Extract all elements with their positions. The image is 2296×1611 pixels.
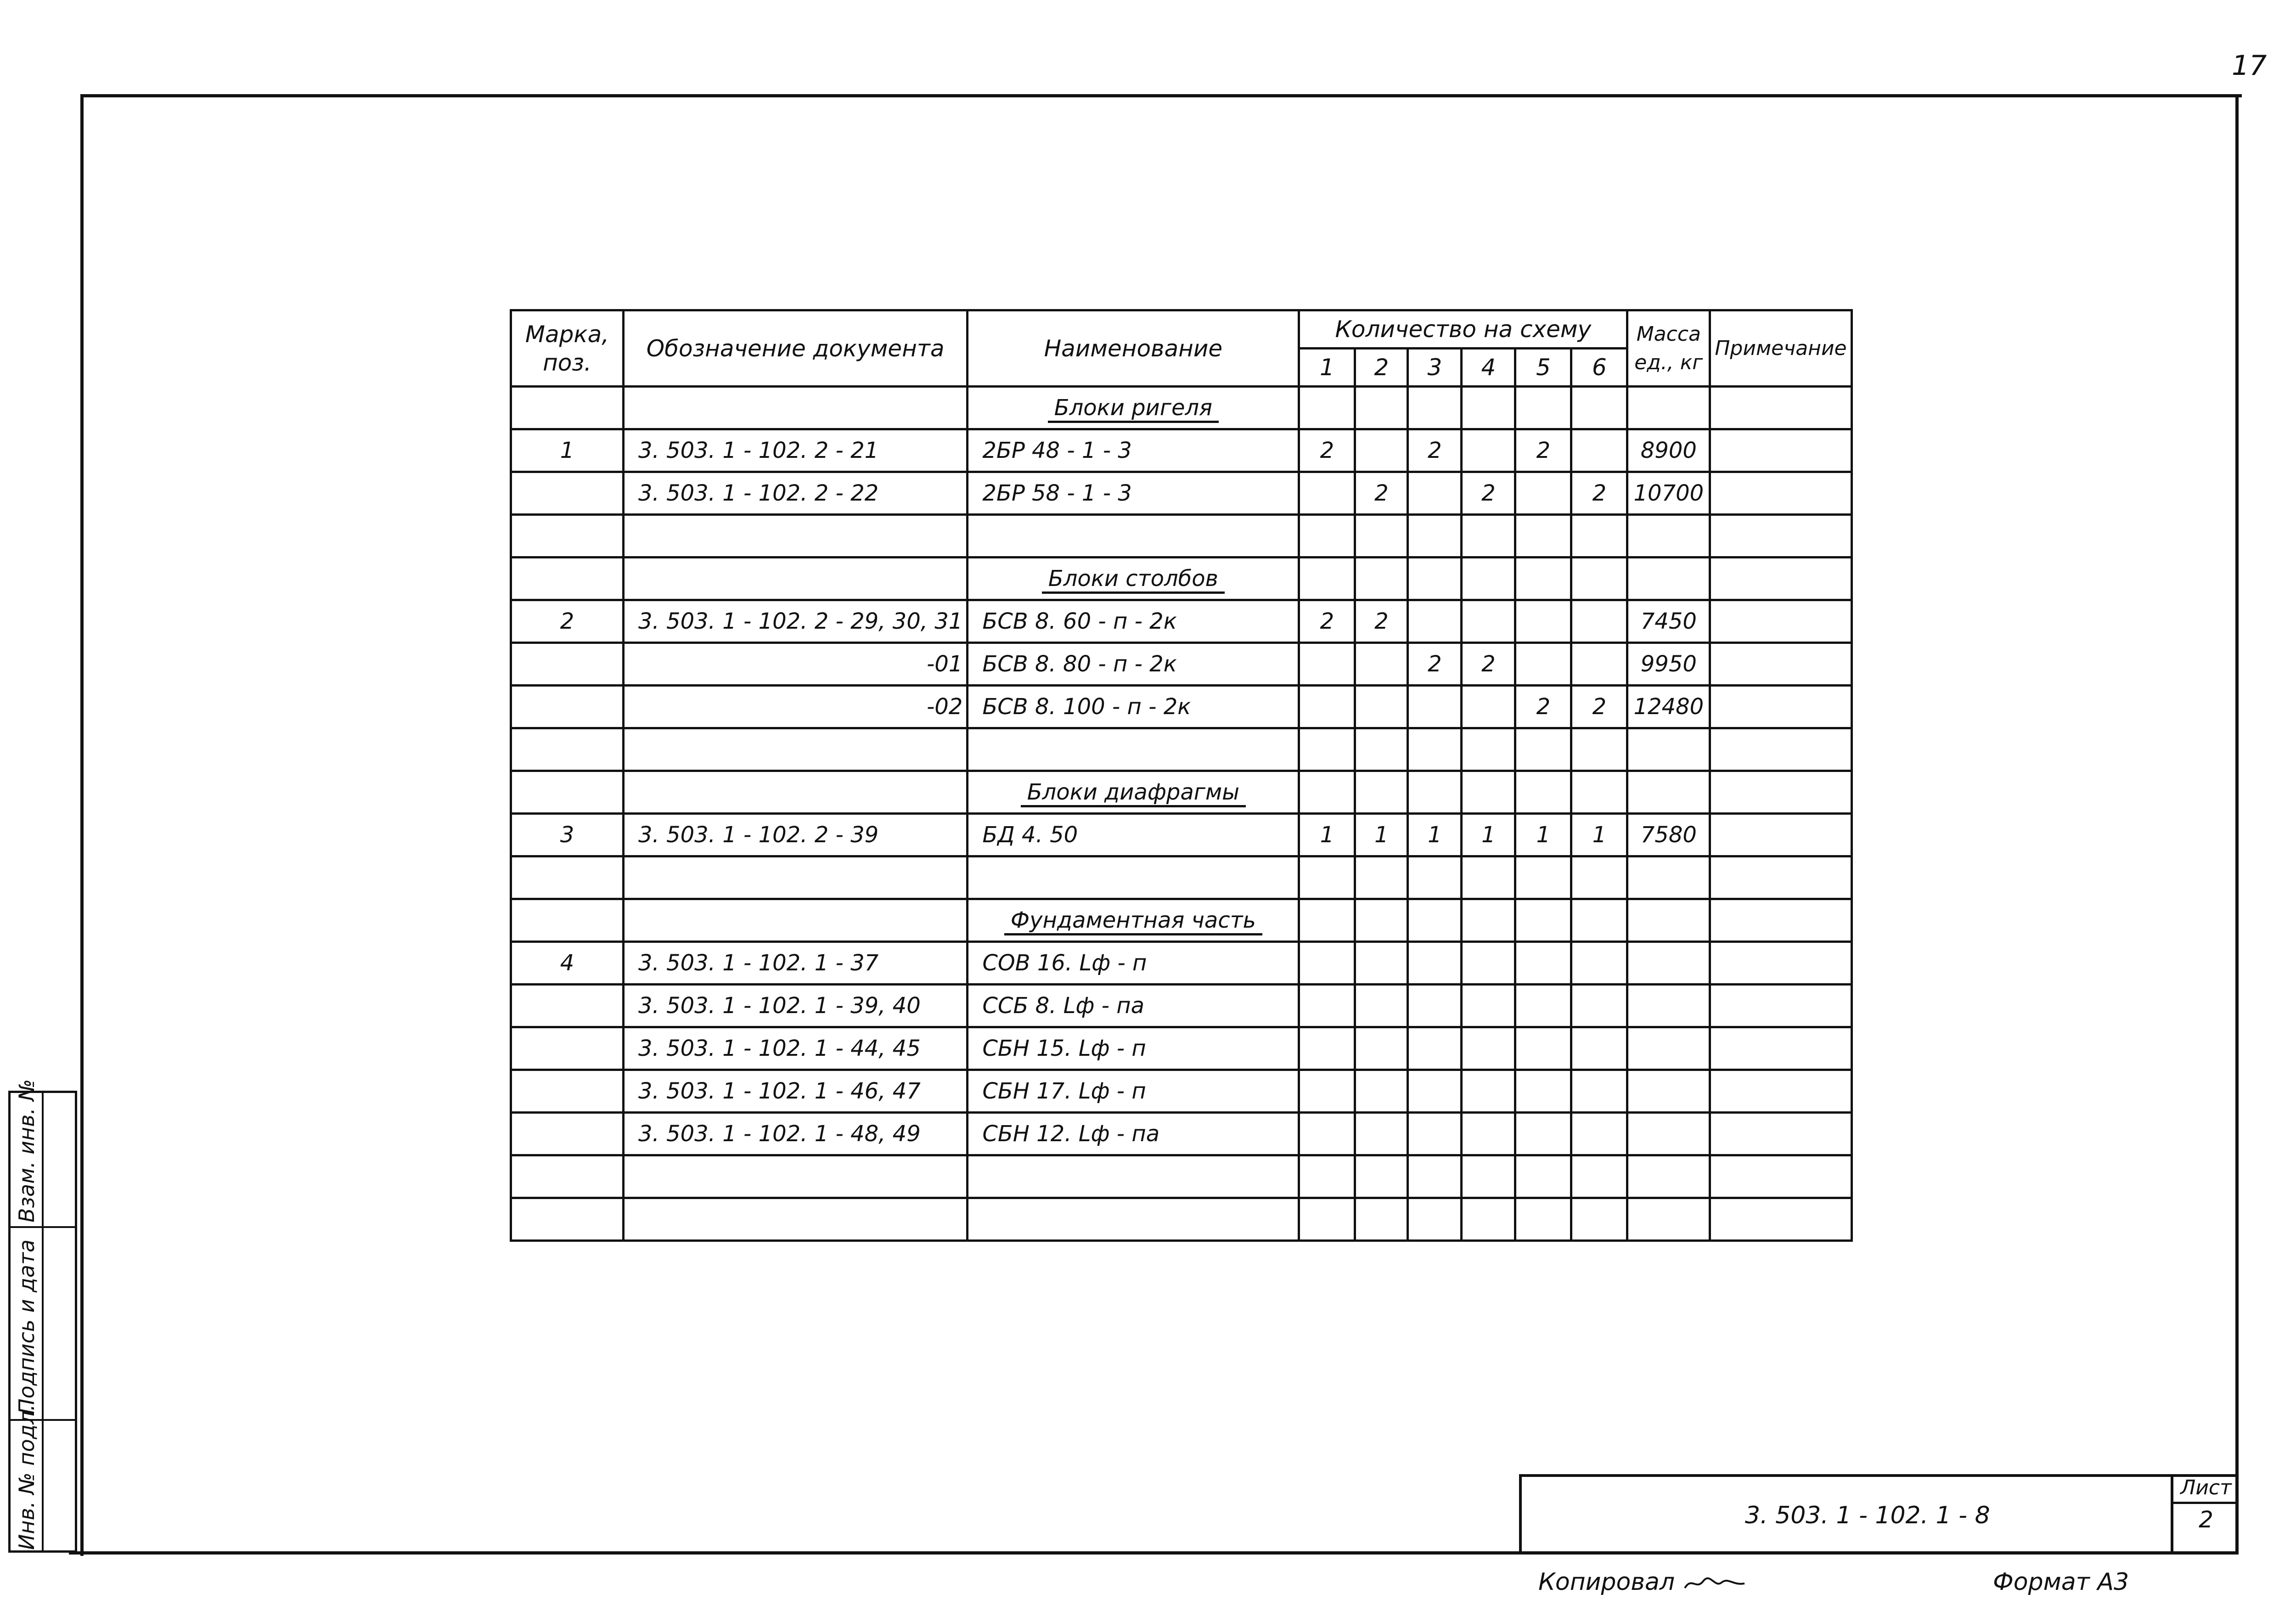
section-heading-cell	[968, 771, 1299, 814]
cell-qty	[1299, 942, 1355, 985]
cell-qty	[1462, 728, 1515, 771]
cell-mass	[1627, 558, 1710, 600]
cell-qty	[1299, 985, 1355, 1027]
cell-mark: 1	[511, 429, 624, 472]
cell-mass: 7580	[1627, 814, 1710, 856]
table-row	[511, 942, 1852, 985]
header-qty-col: 5	[1515, 349, 1571, 387]
cell-qty: 2	[1571, 686, 1627, 728]
cell-qty	[1408, 771, 1462, 814]
cell-designation: 3. 503. 1 - 102. 1 - 48, 49	[624, 1113, 968, 1155]
cell-mark	[511, 899, 624, 942]
header-note: Примечание	[1710, 310, 1851, 387]
cell-qty	[1462, 515, 1515, 558]
cell-qty	[1462, 558, 1515, 600]
cell-qty	[1299, 728, 1355, 771]
cell-qty	[1571, 558, 1627, 600]
table-row	[511, 429, 1852, 472]
cell-designation: 3. 503. 1 - 102. 1 - 39, 40	[624, 985, 968, 1027]
header-designation: Обозначение документа	[624, 310, 968, 387]
cell-mark: 4	[511, 942, 624, 985]
cell-note	[1710, 1198, 1851, 1241]
cell-note	[1710, 856, 1851, 899]
table-row	[511, 856, 1852, 899]
cell-qty	[1408, 1155, 1462, 1198]
cell-mark	[511, 1155, 624, 1198]
cell-qty	[1299, 1027, 1355, 1070]
cell-mark	[511, 558, 624, 600]
cell-note	[1710, 686, 1851, 728]
cell-qty	[1355, 728, 1408, 771]
cell-designation	[624, 1198, 968, 1241]
cell-mass	[1627, 1027, 1710, 1070]
cell-name: БСВ 8. 100 - п - 2к	[968, 686, 1299, 728]
cell-qty	[1571, 387, 1627, 429]
cell-designation	[624, 387, 968, 429]
cell-qty: 2	[1462, 472, 1515, 515]
cell-mark	[511, 1070, 624, 1113]
cell-qty	[1355, 1198, 1408, 1241]
cell-qty	[1355, 899, 1408, 942]
inv-no-label: Инв. № подл.	[14, 1404, 39, 1550]
cell-mass: 10700	[1627, 472, 1710, 515]
cell-qty	[1299, 686, 1355, 728]
cell-qty	[1355, 1027, 1408, 1070]
cell-qty	[1571, 728, 1627, 771]
cell-qty	[1355, 1155, 1408, 1198]
cell-mark	[511, 387, 624, 429]
cell-qty	[1299, 387, 1355, 429]
cell-note	[1710, 643, 1851, 686]
cell-qty	[1515, 1155, 1571, 1198]
cell-mark: 2	[511, 600, 624, 643]
cell-mass	[1627, 1155, 1710, 1198]
cell-name: 2БР 58 - 1 - 3	[968, 472, 1299, 515]
cell-mark	[511, 985, 624, 1027]
cell-qty	[1571, 429, 1627, 472]
cell-mass	[1627, 1070, 1710, 1113]
cell-name	[968, 1198, 1299, 1241]
table-row	[511, 728, 1852, 771]
cell-name: СБН 15. Lф - п	[968, 1027, 1299, 1070]
cell-qty	[1408, 600, 1462, 643]
cell-note	[1710, 942, 1851, 985]
cell-qty: 2	[1355, 472, 1408, 515]
cell-name: БСВ 8. 60 - п - 2к	[968, 600, 1299, 643]
cell-qty	[1571, 771, 1627, 814]
cell-qty	[1408, 1113, 1462, 1155]
cell-qty	[1355, 985, 1408, 1027]
cell-qty: 2	[1299, 600, 1355, 643]
cell-qty	[1571, 985, 1627, 1027]
cell-note	[1710, 1070, 1851, 1113]
cell-qty: 2	[1515, 429, 1571, 472]
cell-note	[1710, 1155, 1851, 1198]
table-row	[511, 899, 1852, 942]
table-row	[511, 1155, 1852, 1198]
table-row	[511, 1027, 1852, 1070]
cell-qty: 2	[1462, 643, 1515, 686]
cell-name	[968, 515, 1299, 558]
cell-qty: 2	[1571, 472, 1627, 515]
table-row	[511, 985, 1852, 1027]
cell-note	[1710, 429, 1851, 472]
cell-qty	[1515, 1113, 1571, 1155]
cell-designation	[624, 1155, 968, 1198]
cell-name: СБН 12. Lф - па	[968, 1113, 1299, 1155]
cell-mass	[1627, 387, 1710, 429]
cell-designation: 3. 503. 1 - 102. 1 - 46, 47	[624, 1070, 968, 1113]
cell-qty	[1355, 643, 1408, 686]
cell-qty	[1355, 515, 1408, 558]
cell-mark	[511, 1113, 624, 1155]
cell-mass	[1627, 985, 1710, 1027]
header-quantity: Количество на схему	[1299, 310, 1627, 349]
cell-qty	[1515, 771, 1571, 814]
cell-qty	[1515, 643, 1571, 686]
cell-qty	[1571, 1155, 1627, 1198]
specification-table	[510, 309, 1853, 1242]
header-mark: Марка, поз.	[511, 310, 624, 387]
cell-note	[1710, 814, 1851, 856]
cell-mark	[511, 1027, 624, 1070]
cell-qty	[1408, 1198, 1462, 1241]
cell-mass: 8900	[1627, 429, 1710, 472]
cell-note	[1710, 1027, 1851, 1070]
cell-qty	[1571, 600, 1627, 643]
table-row	[511, 472, 1852, 515]
cell-qty: 1	[1515, 814, 1571, 856]
cell-note	[1710, 387, 1851, 429]
table-row	[511, 814, 1852, 856]
cell-note	[1710, 472, 1851, 515]
cell-qty	[1408, 558, 1462, 600]
cell-qty	[1515, 942, 1571, 985]
cell-mass	[1627, 728, 1710, 771]
cell-name: 2БР 48 - 1 - 3	[968, 429, 1299, 472]
cell-qty	[1408, 515, 1462, 558]
cell-mass	[1627, 899, 1710, 942]
cell-qty	[1515, 856, 1571, 899]
cell-qty	[1299, 558, 1355, 600]
cell-qty	[1515, 899, 1571, 942]
cell-qty	[1571, 643, 1627, 686]
cell-qty	[1299, 515, 1355, 558]
cell-mass: 7450	[1627, 600, 1710, 643]
cell-designation: 3. 503. 1 - 102. 2 - 39	[624, 814, 968, 856]
cell-designation: -02	[624, 686, 968, 728]
cell-qty	[1571, 1113, 1627, 1155]
cell-qty: 2	[1515, 686, 1571, 728]
cell-qty	[1299, 1155, 1355, 1198]
table-row	[511, 387, 1852, 429]
cell-designation: 3. 503. 1 - 102. 2 - 29, 30, 31	[624, 600, 968, 643]
cell-qty	[1515, 728, 1571, 771]
cell-designation: 3. 503. 1 - 102. 2 - 21	[624, 429, 968, 472]
cell-qty	[1355, 558, 1408, 600]
cell-designation	[624, 515, 968, 558]
cell-mark	[511, 728, 624, 771]
cell-mass	[1627, 1113, 1710, 1155]
header-name: Наименование	[968, 310, 1299, 387]
copied-by	[1538, 1568, 1747, 1596]
cell-mark	[511, 856, 624, 899]
table-row	[511, 558, 1852, 600]
cell-mass: 9950	[1627, 643, 1710, 686]
cell-qty	[1299, 1198, 1355, 1241]
cell-mark	[511, 1198, 624, 1241]
cell-qty	[1299, 856, 1355, 899]
cell-qty: 2	[1408, 429, 1462, 472]
cell-qty	[1408, 856, 1462, 899]
cell-mass	[1627, 1198, 1710, 1241]
table-row	[511, 1113, 1852, 1155]
cell-designation: 3. 503. 1 - 102. 1 - 44, 45	[624, 1027, 968, 1070]
cell-qty	[1462, 686, 1515, 728]
cell-name: БСВ 8. 80 - п - 2к	[968, 643, 1299, 686]
cell-qty	[1299, 1113, 1355, 1155]
cell-mark	[511, 515, 624, 558]
table-row	[511, 1070, 1852, 1113]
cell-qty	[1515, 515, 1571, 558]
signature-date-label: Подпись и дата	[14, 1239, 39, 1414]
signature-icon	[1683, 1574, 1747, 1593]
section-heading-cell	[968, 558, 1299, 600]
cell-designation: 3. 503. 1 - 102. 1 - 37	[624, 942, 968, 985]
cell-qty	[1515, 1070, 1571, 1113]
section-title: Блоки столбов	[1042, 566, 1225, 594]
cell-qty	[1462, 985, 1515, 1027]
cell-qty	[1515, 387, 1571, 429]
cell-mark: 3	[511, 814, 624, 856]
cell-mass	[1627, 771, 1710, 814]
cell-qty: 1	[1355, 814, 1408, 856]
cell-name: СОВ 16. Lф - п	[968, 942, 1299, 985]
cell-qty	[1462, 600, 1515, 643]
cell-qty	[1462, 429, 1515, 472]
cell-qty	[1462, 387, 1515, 429]
cell-mass	[1627, 515, 1710, 558]
cell-qty	[1571, 1027, 1627, 1070]
cell-name	[968, 856, 1299, 899]
cell-note	[1710, 515, 1851, 558]
cell-qty	[1571, 1070, 1627, 1113]
cell-note	[1710, 771, 1851, 814]
cell-qty	[1408, 1027, 1462, 1070]
cell-designation	[624, 771, 968, 814]
cell-qty	[1355, 771, 1408, 814]
cell-qty	[1462, 1027, 1515, 1070]
cell-qty: 1	[1571, 814, 1627, 856]
cell-qty	[1515, 985, 1571, 1027]
cell-qty	[1408, 985, 1462, 1027]
cell-qty	[1355, 1113, 1408, 1155]
section-heading-cell	[968, 387, 1299, 429]
cell-qty	[1462, 1113, 1515, 1155]
cell-name: ССБ 8. Lф - па	[968, 985, 1299, 1027]
cell-qty	[1355, 686, 1408, 728]
side-stamp-divider	[11, 1226, 75, 1228]
header-qty-col: 1	[1299, 349, 1355, 387]
section-title: Блоки ригеля	[1048, 395, 1219, 423]
side-stamp	[8, 1079, 77, 1553]
cell-qty	[1299, 472, 1355, 515]
cell-qty	[1408, 472, 1462, 515]
table-row	[511, 515, 1852, 558]
cell-qty: 2	[1355, 600, 1408, 643]
document-code: 3. 503. 1 - 102. 1 - 8	[1745, 1502, 1990, 1529]
table-row	[511, 1198, 1852, 1241]
header-qty-col: 4	[1462, 349, 1515, 387]
cell-qty	[1355, 1070, 1408, 1113]
cell-note	[1710, 728, 1851, 771]
cell-qty: 2	[1408, 643, 1462, 686]
cell-mark	[511, 643, 624, 686]
cell-qty	[1462, 1155, 1515, 1198]
cell-qty	[1462, 1070, 1515, 1113]
cell-qty	[1571, 856, 1627, 899]
header-qty-col: 2	[1355, 349, 1408, 387]
header-qty-col: 3	[1408, 349, 1462, 387]
cell-qty	[1355, 387, 1408, 429]
table-row	[511, 686, 1852, 728]
header-mass: Масса ед., кг	[1627, 310, 1710, 387]
cell-qty	[1515, 1027, 1571, 1070]
cell-designation: -01	[624, 643, 968, 686]
cell-designation	[624, 856, 968, 899]
cell-qty	[1299, 899, 1355, 942]
cell-qty	[1408, 728, 1462, 771]
frame-right-edge	[2235, 94, 2239, 1553]
cell-qty	[1355, 942, 1408, 985]
cell-mark	[511, 771, 624, 814]
cell-qty: 1	[1299, 814, 1355, 856]
table-row	[511, 771, 1852, 814]
cell-name	[968, 728, 1299, 771]
cell-qty	[1355, 429, 1408, 472]
cell-qty	[1299, 771, 1355, 814]
cell-qty	[1462, 856, 1515, 899]
cell-note	[1710, 558, 1851, 600]
format-label: Формат А3	[1993, 1568, 2129, 1596]
cell-note	[1710, 899, 1851, 942]
section-title: Блоки диафрагмы	[1021, 779, 1246, 807]
cell-note	[1710, 600, 1851, 643]
cell-mass	[1627, 856, 1710, 899]
cell-mass	[1627, 942, 1710, 985]
cell-name: БД 4. 50	[968, 814, 1299, 856]
copied-label: Копировал	[1538, 1568, 1675, 1596]
cell-qty	[1299, 1070, 1355, 1113]
cell-qty	[1408, 942, 1462, 985]
cell-mark	[511, 472, 624, 515]
cell-qty: 1	[1462, 814, 1515, 856]
cell-qty	[1571, 515, 1627, 558]
cell-qty: 1	[1408, 814, 1462, 856]
cell-name: СБН 17. Lф - п	[968, 1070, 1299, 1113]
cell-qty: 2	[1299, 429, 1355, 472]
cell-qty	[1462, 771, 1515, 814]
sheet-number: 2	[2199, 1506, 2213, 1533]
cell-qty	[1462, 942, 1515, 985]
sheet-box	[2171, 1474, 2239, 1553]
cell-qty	[1571, 1198, 1627, 1241]
cell-qty	[1462, 1198, 1515, 1241]
cell-qty	[1515, 558, 1571, 600]
cell-qty	[1571, 899, 1627, 942]
cell-mark	[511, 686, 624, 728]
cell-designation	[624, 899, 968, 942]
cell-designation	[624, 728, 968, 771]
table-row	[511, 643, 1852, 686]
cell-note	[1710, 985, 1851, 1027]
cell-qty	[1408, 387, 1462, 429]
cell-qty	[1355, 856, 1408, 899]
cell-note	[1710, 1113, 1851, 1155]
cell-qty	[1462, 899, 1515, 942]
cell-qty	[1299, 643, 1355, 686]
header-qty-col: 6	[1571, 349, 1627, 387]
cell-designation: 3. 503. 1 - 102. 2 - 22	[624, 472, 968, 515]
cell-qty	[1515, 600, 1571, 643]
cell-mass: 12480	[1627, 686, 1710, 728]
cell-qty	[1515, 472, 1571, 515]
cell-qty	[1408, 1070, 1462, 1113]
replace-inv-label: Взам. инв. №	[14, 1079, 39, 1222]
page-number: 17	[2232, 50, 2267, 82]
cell-qty	[1408, 686, 1462, 728]
cell-designation	[624, 558, 968, 600]
table-row	[511, 600, 1852, 643]
cell-name	[968, 1155, 1299, 1198]
sheet-label: Лист	[2173, 1474, 2239, 1504]
cell-qty	[1408, 899, 1462, 942]
section-title: Фундаментная часть	[1004, 907, 1262, 935]
cell-qty	[1515, 1198, 1571, 1241]
section-heading-cell	[968, 899, 1299, 942]
cell-qty	[1571, 942, 1627, 985]
